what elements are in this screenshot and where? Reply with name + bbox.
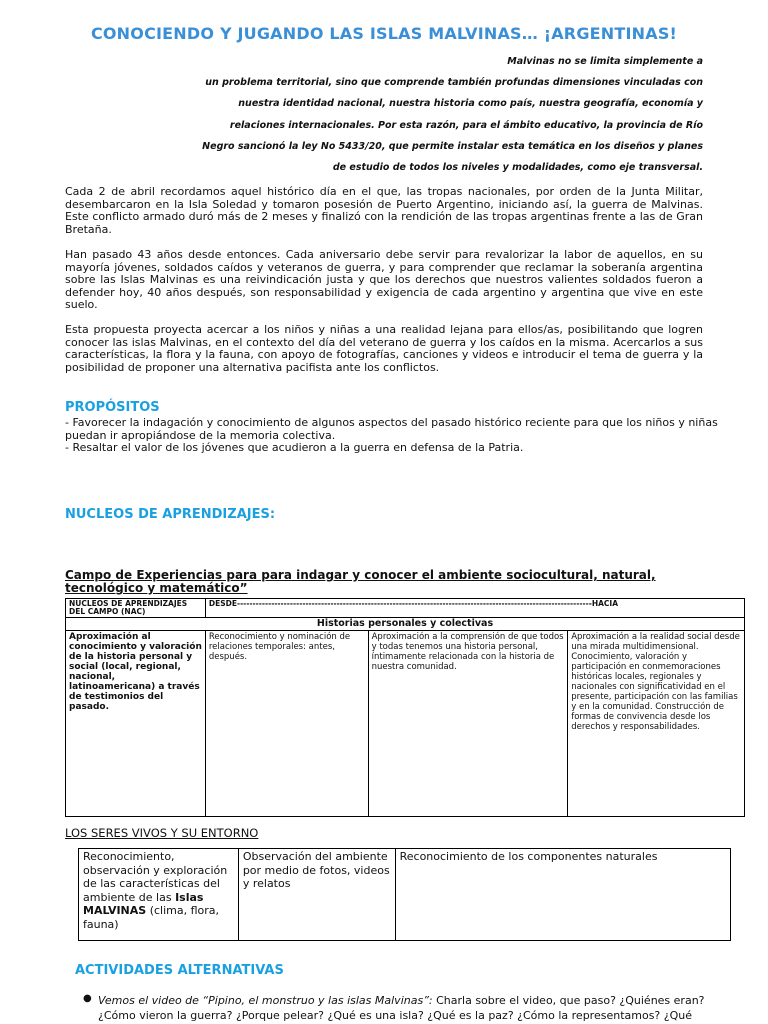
- actividades-heading: ACTIVIDADES ALTERNATIVAS: [75, 963, 284, 978]
- list-item: - Favorecer la indagación y conocimiento de algunos aspectos del pasado histórico reciente para que los niños y niñas puedan ir apropiándose de la memoria colectiva.: [65, 416, 718, 442]
- quote-line: de estudio de todos los niveles y modalidades, como eje transversal.: [332, 162, 703, 173]
- paragraph-anniversary: Han pasado 43 años desde entonces. Cada aniversario debe servir para revalorizar la labor de aquellos, en su mayoría jóvenes, soldados caídos y veteranos de guerra, y para comprender que reclamar la soberanía argentina sobre las Islas Malvinas es una reivindicación justa y que los derechos que nuestros valientes soldados fueron a defender hoy, 40 años después, son responsabilidad y exigencia de cada argentino y argentina que vive en este suelo.: [65, 248, 703, 312]
- page-title: CONOCIENDO Y JUGANDO LAS ISLAS MALVINAS… ¡ARGENTINAS!: [90, 24, 678, 43]
- table-cell: Reconocimiento, observación y exploración de las características del ambiente de las Islas MALVINAS (clima, flora, fauna): [79, 849, 239, 941]
- activity-item: Vemos el video de “Pipino, el monstruo y las islas Malvinas”: Charla sobre el video, que paso? ¿Quiénes eran? ¿Cómo vieron la guerra? ¿Porque pelear? ¿Qué es una isla? ¿Qué es la paz? ¿Cómo la representamos? ¿Qué: [98, 994, 705, 1022]
- paragraph-intro: Cada 2 de abril recordamos aquel histórico día en el que, las tropas nacionales, por orden de la Junta Militar, desembarcaron en la Isla Soledad y tomaron posesión de Puerto Argentino, iniciando así, la guerra de Malvinas. Este conflicto armado duró más de 2 meses y finalizó con la rendición de las tropas argentinas frente a las de Gran Bretaña.: [65, 185, 703, 236]
- campo-title: Campo de Experiencias para para indagar y conocer el ambiente sociocultural, natural, tecnológico y matemático”: [65, 568, 656, 595]
- table-header-range: DESDE------------------------------------------------------------------------------------------------------------------HACIA: [205, 599, 744, 618]
- table-subheader: Historias personales y colectivas: [66, 618, 745, 631]
- quote-line: Malvinas no se limita simplemente a: [507, 56, 703, 67]
- quote-line: Negro sancionó la ley No 5433/20, que permite instalar esta temática en los diseños y planes: [202, 141, 703, 152]
- table-cell: Aproximación a la realidad social desde una mirada multidimensional. Conocimiento, valoración y participación en conmemoraciones históricas locales, regionales y nacionales con significatividad en el presente, participación con las familias y en la comunidad. Construcción de formas de convivencia desde los derechos y responsabilidades.: [568, 631, 745, 817]
- seres-table: [78, 848, 731, 941]
- table-header-nac: NUCLEOS DE APRENDIZAJES DEL CAMPO (NAC): [66, 599, 206, 618]
- nac-table: [65, 598, 745, 817]
- quote-line: un problema territorial, sino que comprende también profundas dimensiones vinculadas con: [205, 77, 703, 88]
- propositos-list: [65, 417, 725, 455]
- quote-line: nuestra identidad nacional, nuestra historia como país, nuestra geografía, economía y: [238, 98, 703, 109]
- bullet-icon: ●: [83, 993, 92, 1004]
- islas-malvinas-label: Islas MALVINAS: [83, 890, 204, 917]
- activity-video-title: Vemos el video de “Pipino, el monstruo y las islas Malvinas”:: [98, 994, 433, 1007]
- propositos-heading: PROPÓSITOS: [65, 400, 160, 415]
- table-cell: Observación del ambiente por medio de fotos, videos y relatos: [238, 849, 395, 941]
- seres-vivos-title: LOS SERES VIVOS Y SU ENTORNO: [65, 826, 259, 840]
- nucleos-heading: NUCLEOS DE APRENDIZAJES:: [65, 507, 276, 522]
- table-cell: Aproximación al conocimiento y valoración de la historia personal y social (local, regional, nacional, latinoamericana) a través de testimonios del pasado.: [66, 631, 206, 817]
- table-cell: Reconocimiento de los componentes naturales: [395, 849, 730, 941]
- table-cell: Aproximación a la comprensión de que todos y todas tenemos una historia personal, íntimamente relacionada con la historia de nuestra comunidad.: [368, 631, 568, 817]
- quote-line: relaciones internacionales. Por esta razón, para el ámbito educativo, la provincia de Río: [229, 120, 703, 131]
- table-cell: Reconocimiento y nominación de relaciones temporales: antes, después.: [205, 631, 368, 817]
- list-item: - Resaltar el valor de los jóvenes que acudieron a la guerra en defensa de la Patria.: [65, 441, 524, 455]
- paragraph-proposal: Esta propuesta proyecta acercar a los niños y niñas a una realidad lejana para ellos/as, posibilitando que logren conocer las islas Malvinas, en el contexto del día del veterano de guerra y los caídos en la misma. Acercarlos a sus características, la flora y la fauna, con apoyo de fotografías, canciones y videos e introducir el tema de guerra y la posibilidad de proponer una alternativa pacifista ante los conflictos.: [65, 323, 703, 374]
